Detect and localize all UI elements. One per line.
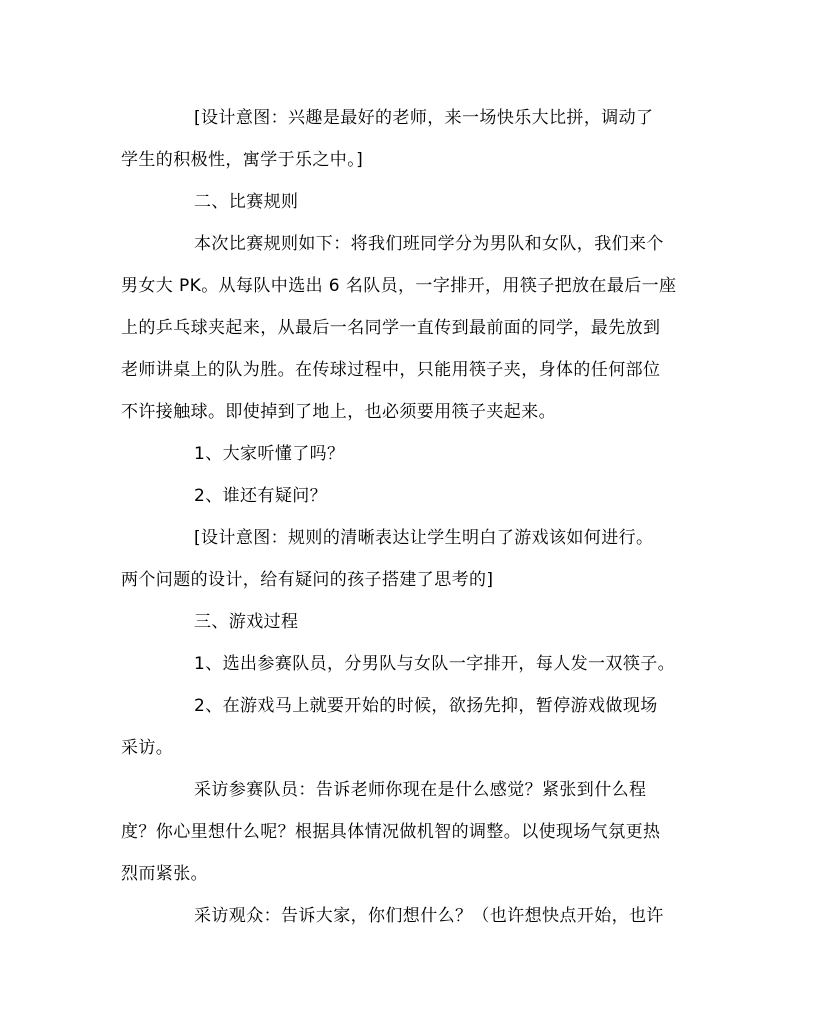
interview-participants-line-2: 度？你心里想什么呢？根据具体情况做机智的调整。以使现场气氛更热 (121, 822, 661, 842)
section-heading-rules: 二、比赛规则 (194, 192, 299, 212)
rules-paragraph-line-3: 上的乒乓球夹起来，从最后一名同学一直传到最前面的同学，最先放到 (121, 318, 661, 338)
question-2: 2、谁还有疑问？ (194, 486, 328, 506)
design-intent-1-line-2: 学生的积极性，寓学于乐之中。] (121, 150, 364, 170)
rules-paragraph-line-5: 不许接触球。即使掉到了地上，也必须要用筷子夹起来。 (121, 402, 556, 422)
rules-paragraph-line-2: 男女大 PK。从每队中选出 6 名队员，一字排开，用筷子把放在最后一座 (121, 276, 677, 296)
process-step-1: 1、选出参赛队员，分男队与女队一字排开，每人发一双筷子。 (194, 654, 676, 674)
question-1: 1、大家听懂了吗？ (194, 444, 345, 464)
interview-audience-line-1: 采访观众：告诉大家，你们想什么？（也许想快点开始，也许 (194, 906, 664, 926)
rules-paragraph-line-1: 本次比赛规则如下：将我们班同学分为男队和女队，我们来个 (194, 234, 664, 254)
process-step-2-line-2: 采访。 (121, 738, 174, 758)
rules-paragraph-line-4: 老师讲桌上的队为胜。在传球过程中，只能用筷子夹，身体的任何部位 (121, 360, 661, 380)
design-intent-2-line-1: [设计意图：规则的清晰表达让学生明白了游戏该如何进行。 (194, 528, 654, 548)
process-step-2-line-1: 2、在游戏马上就要开始的时候，欲扬先抑，暂停游戏做现场 (194, 696, 658, 716)
design-intent-1-line-1: [设计意图：兴趣是最好的老师，来一场快乐大比拼，调动了 (194, 108, 654, 128)
interview-participants-line-1: 采访参赛队员：告诉老师你现在是什么感觉？紧张到什么程 (194, 780, 647, 800)
section-heading-game-process: 三、游戏过程 (194, 612, 299, 632)
interview-participants-line-3: 烈而紧张。 (121, 864, 208, 884)
design-intent-2-line-2: 两个问题的设计，给有疑问的孩子搭建了思考的] (121, 570, 494, 590)
